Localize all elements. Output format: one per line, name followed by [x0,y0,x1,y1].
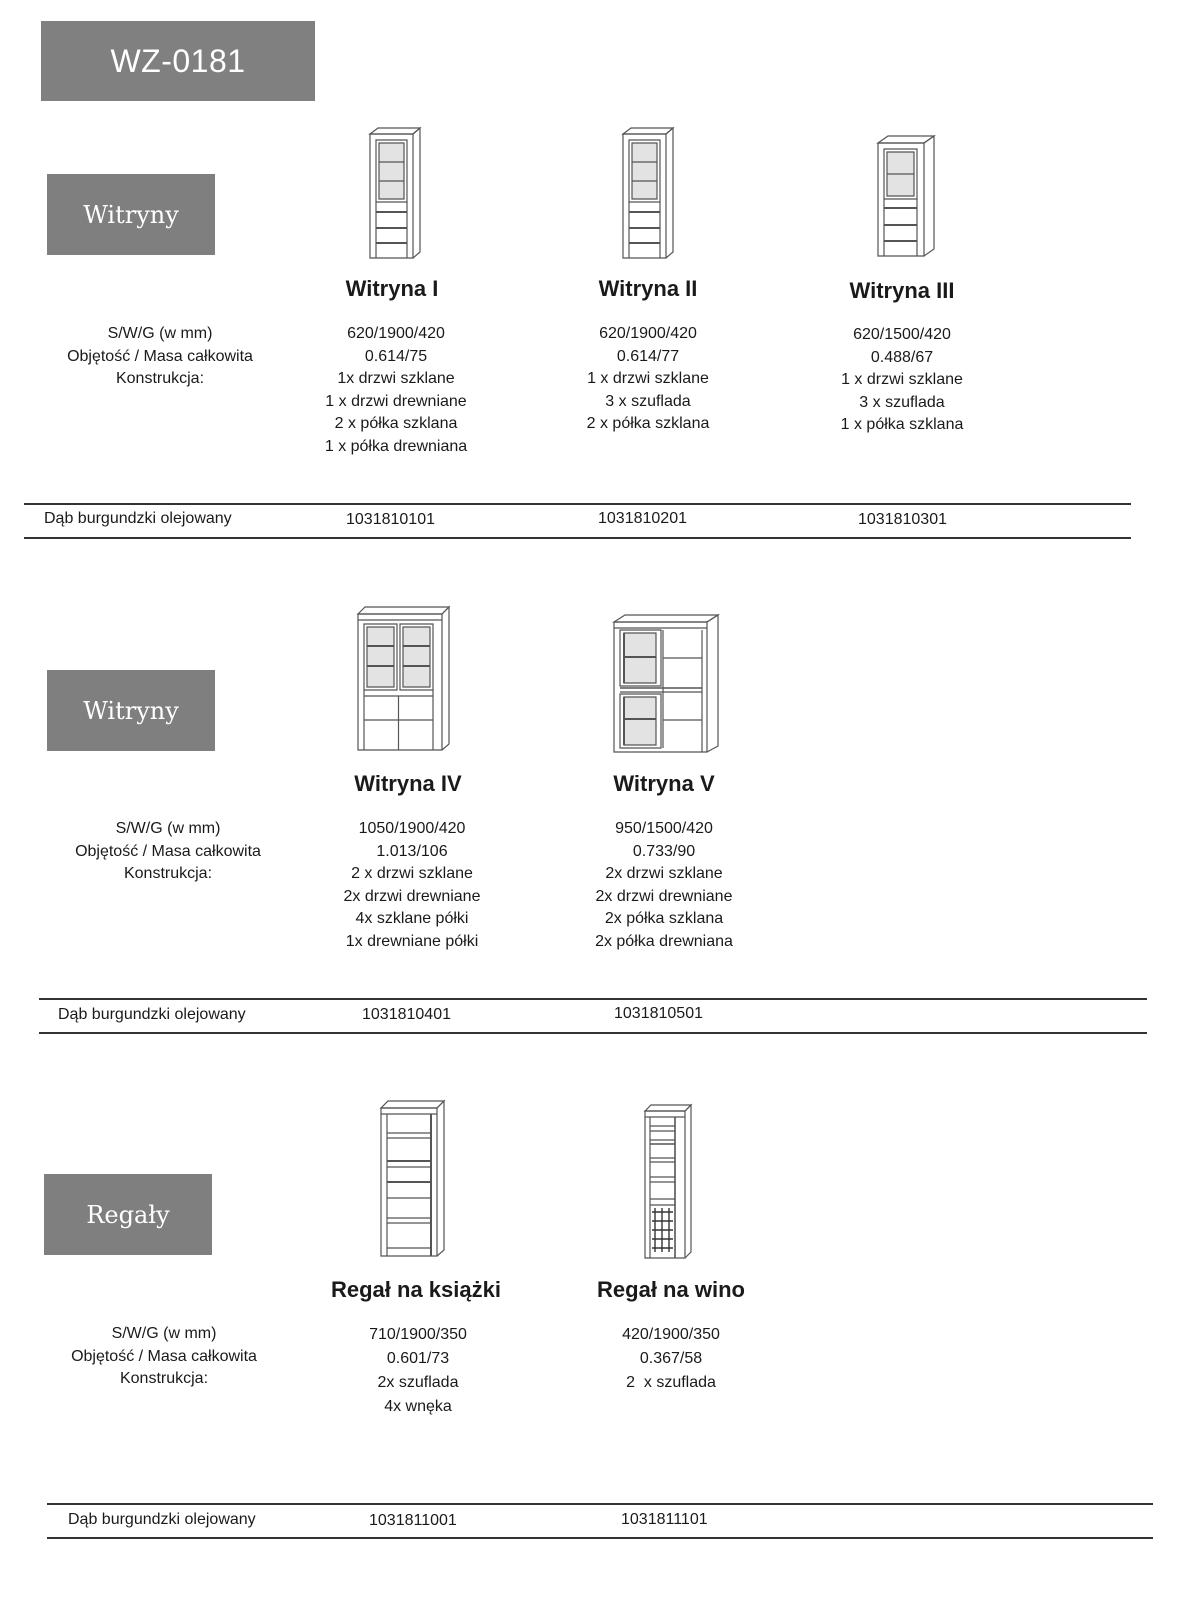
construction-item: 1 x półka drewniana [324,437,468,455]
construction-item: 1 x półka szklana [840,416,964,433]
table-divider [24,537,1131,539]
construction-item: 3 x szuflada [605,392,691,410]
product-name: Regał na książki [331,1277,501,1302]
product-specs [528,323,768,436]
finish-label: Dąb burgundzki olejowany [58,1006,246,1023]
construction-item: 2x półka drewniana [595,932,733,950]
category-label: Regały [44,1174,212,1255]
construction-item: 1x drewniane półki [345,932,479,950]
product-code: 1031810101 [346,511,435,528]
dimensions: 620/1900/420 [347,325,445,342]
product-code: 1031810501 [614,1005,703,1022]
category-label: Witryny [47,670,215,751]
construction-item: 2 x półka szklana [334,415,458,432]
table-divider [39,998,1147,1000]
volume-mass: 0.601/73 [386,1350,450,1367]
product-name: Witryna IV [354,771,462,796]
spec-label-construction: Konstrukcja: [119,1370,209,1387]
product-code: 1031811101 [621,1511,708,1528]
construction-item: 4x wnęka [384,1398,452,1415]
dimensions: 420/1900/350 [622,1326,720,1343]
product-specs [292,818,532,953]
finish-label: Dąb burgundzki olejowany [44,510,232,527]
table-divider [47,1503,1153,1505]
volume-mass: 0.614/75 [364,347,428,365]
product-name: Regał na wino [597,1277,745,1302]
spec-label-construction: Konstrukcja: [115,370,205,387]
product-code: 1031810301 [858,511,947,528]
product-code: 1031811001 [369,1512,457,1529]
spec-labels [30,323,290,391]
bookshelf-icon [378,1098,448,1258]
spec-labels [34,1323,294,1391]
dimensions: 1050/1900/420 [358,820,466,837]
category-label: Witryny [47,174,215,255]
table-divider [39,1032,1147,1034]
cabinet-wide-stacked-glass-icon [611,612,721,754]
product-name: Witryna III [849,278,955,303]
spec-label-construction: Konstrukcja: [123,865,213,882]
spec-label-dimensions: S/W/G (w mm) [111,1325,217,1342]
construction-item: 2 x szuflada [626,1374,716,1391]
construction-item: 1 x drzwi szklane [841,371,963,388]
dimensions: 620/1500/420 [853,326,951,343]
volume-mass: 1.013/106 [376,842,448,860]
spec-label-volume-mass: Objętość / Masa całkowita [67,347,253,365]
table-divider [47,1537,1153,1539]
construction-item: 4x szklane półki [355,910,469,927]
product-series-code: WZ-0181 [41,21,315,101]
product-code: 1031810201 [598,510,687,527]
volume-mass: 0.367/58 [639,1350,703,1367]
construction-item: 2x drzwi drewniane [595,887,733,905]
construction-item: 3 x szuflada [859,393,945,411]
product-specs [298,1323,538,1419]
product-specs [276,323,516,458]
product-code: 1031810401 [362,1006,451,1023]
volume-mass: 0.614/77 [616,347,680,365]
dimensions: 710/1900/350 [369,1326,467,1343]
wine-rack-icon [642,1102,694,1260]
cabinet-wide-double-glass-icon [355,604,455,752]
spec-label-dimensions: S/W/G (w mm) [107,325,213,342]
product-name: Witryna II [598,276,698,301]
construction-item: 2x drzwi szklane [605,865,723,882]
construction-item: 2x półka szklana [604,910,724,927]
cabinet-narrow-glass-drawers-icon [619,126,677,260]
product-specs [551,1323,791,1395]
spec-labels [38,818,298,886]
product-specs [544,818,784,953]
volume-mass: 0.733/90 [632,842,696,860]
construction-item: 2x szuflada [377,1374,459,1391]
construction-item: 1 x drzwi szklane [587,370,709,387]
construction-item: 2 x półka szklana [586,415,710,432]
product-name: Witryna I [345,276,439,301]
construction-item: 2 x drzwi szklane [351,865,473,882]
construction-item: 1 x drzwi drewniane [325,392,467,410]
dimensions: 620/1900/420 [599,325,697,342]
cabinet-narrow-glass-drawers-icon [366,126,424,260]
spec-label-volume-mass: Objętość / Masa całkowita [75,842,261,860]
construction-item: 2x drzwi drewniane [343,887,481,905]
product-name: Witryna V [613,771,715,796]
spec-label-dimensions: S/W/G (w mm) [115,820,221,837]
dimensions: 950/1500/420 [615,820,713,837]
spec-label-volume-mass: Objętość / Masa całkowita [71,1347,257,1365]
finish-label: Dąb burgundzki olejowany [68,1511,256,1528]
product-specs [782,324,1022,437]
table-divider [24,503,1131,505]
cabinet-short-glass-drawers-icon [874,134,936,258]
volume-mass: 0.488/67 [870,348,934,366]
construction-item: 1x drzwi szklane [337,370,455,387]
